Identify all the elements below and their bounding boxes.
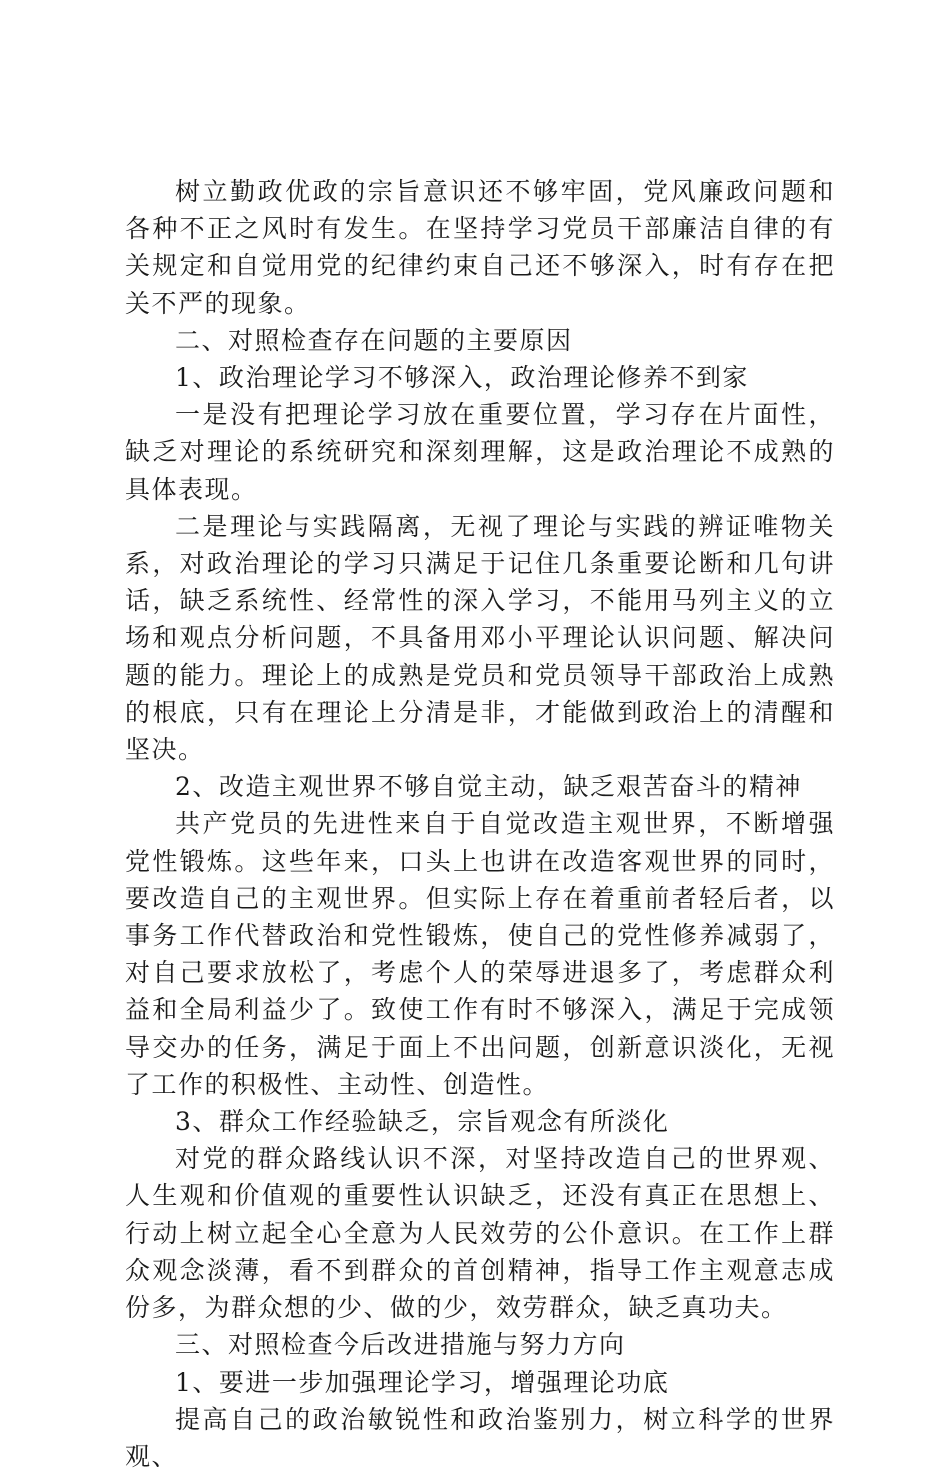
subheading-3-1: 1、要进一步加强理论学习，增强理论功底	[175, 1367, 670, 1397]
section-heading-3: 三、对照检查今后改进措施与努力方向	[175, 1330, 626, 1360]
paragraph-1: 树立勤政优政的宗旨意识还不够牢固，党风廉政问题和各种不正之风时有发生。在坚持学习党员干部廉洁自律的有关规定和自觉用党的纪律约束自己还不够深入，时有存在把关不严的现象。	[125, 177, 835, 318]
section-heading-2: 二、对照检查存在问题的主要原因	[175, 325, 573, 355]
document-body	[125, 173, 835, 1475]
paragraph-2-1a: 一是没有把理论学习放在重要位置，学习存在片面性，缺乏对理论的系统研究和深刻理解，这是政治理论不成熟的具体表现。	[125, 400, 835, 504]
subheading-2-1: 1、政治理论学习不够深入，政治理论修养不到家	[175, 363, 749, 393]
paragraph-2-1b: 二是理论与实践隔离，无视了理论与实践的辨证唯物关系，对政治理论的学习只满足于记住几条重要论断和几句讲话，缺乏系统性、经常性的深入学习，不能用马列主义的立场和观点分析问题，不具备用邓小平理论认识问题、解决问题的能力。理论上的成熟是党员和党员领导干部政治上成熟的根底，只有在理论上分清是非，才能做到政治上的清醒和坚决。	[125, 511, 835, 765]
paragraph-2-3: 对党的群众路线认识不深，对坚持改造自己的世界观、人生观和价值观的重要性认识缺乏，还没有真正在思想上、行动上树立起全心全意为人民效劳的公仆意识。在工作上群众观念淡薄，看不到群众的首创精神，指导工作主观意志成份多，为群众想的少、做的少，效劳群众，缺乏真功夫。	[125, 1144, 835, 1323]
paragraph-2-2: 共产党员的先进性来自于自觉改造主观世界，不断增强党性锻炼。这些年来，口头上也讲在改造客观世界的同时，要改造自己的主观世界。但实际上存在着重前者轻后者，以事务工作代替政治和党性锻炼，使自己的党性修养减弱了，对自己要求放松了，考虑个人的荣辱进退多了，考虑群众利益和全局利益少了。致使工作有时不够深入，满足于完成领导交办的任务，满足于面上不出问题，创新意识淡化，无视了工作的积极性、主动性、创造性。	[125, 809, 835, 1099]
subheading-2-2: 2、改造主观世界不够自觉主动，缺乏艰苦奋斗的精神	[175, 772, 802, 802]
paragraph-3-1: 提高自己的政治敏锐性和政治鉴别力，树立科学的世界观、	[125, 1404, 835, 1471]
subheading-2-3: 3、群众工作经验缺乏，宗旨观念有所淡化	[175, 1107, 670, 1137]
